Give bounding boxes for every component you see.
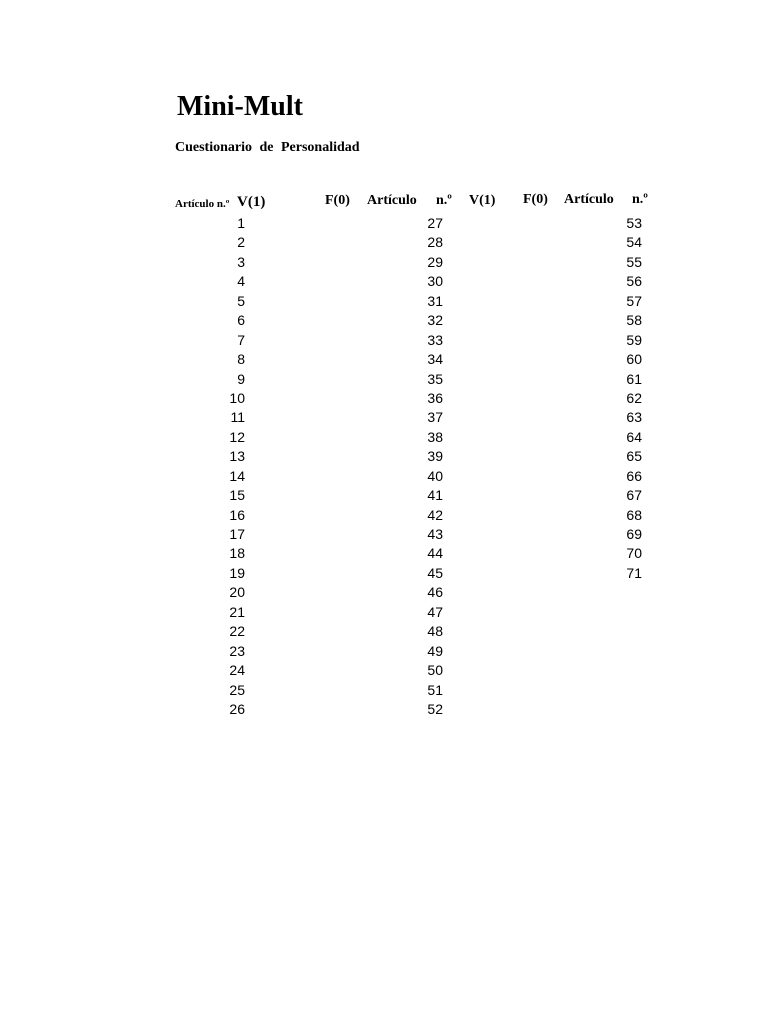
item-number: 51 bbox=[427, 681, 443, 698]
item-number: 59 bbox=[626, 331, 642, 348]
header-articulo-2: Artículo bbox=[367, 193, 417, 208]
item-number: 71 bbox=[626, 564, 642, 581]
item-number: 41 bbox=[427, 487, 443, 504]
item-number: 60 bbox=[626, 351, 642, 368]
item-number: 31 bbox=[427, 292, 443, 309]
item-number: 11 bbox=[230, 409, 245, 426]
item-number: 47 bbox=[427, 603, 443, 620]
item-number: 43 bbox=[427, 526, 443, 542]
item-number: 45 bbox=[427, 564, 443, 581]
header-articulo-3: Artículo bbox=[564, 192, 614, 207]
header-v1-1: V(1) bbox=[237, 194, 266, 210]
item-number: 66 bbox=[626, 467, 642, 484]
item-number: 20 bbox=[229, 584, 245, 601]
item-number: 25 bbox=[229, 681, 245, 698]
header-articulo-1: Artículo n.º bbox=[175, 198, 230, 210]
item-number: 35 bbox=[427, 370, 443, 387]
item-number: 37 bbox=[427, 409, 443, 426]
page-title: Mini-Mult bbox=[177, 91, 303, 122]
item-number: 9 bbox=[237, 370, 245, 387]
item-number-column-2 bbox=[403, 214, 443, 719]
item-number: 64 bbox=[626, 428, 642, 445]
item-number: 4 bbox=[237, 273, 245, 290]
item-number: 69 bbox=[626, 526, 642, 542]
item-number: 39 bbox=[427, 448, 443, 465]
item-number: 34 bbox=[427, 351, 443, 368]
item-number: 40 bbox=[427, 467, 443, 484]
item-number: 1 bbox=[237, 215, 245, 231]
item-number: 32 bbox=[427, 312, 443, 329]
item-number: 15 bbox=[229, 487, 245, 504]
item-number: 33 bbox=[427, 331, 443, 348]
item-number: 26 bbox=[229, 700, 245, 717]
item-number: 12 bbox=[229, 428, 245, 445]
item-number: 8 bbox=[237, 351, 245, 368]
item-number: 23 bbox=[229, 642, 245, 659]
item-number: 62 bbox=[626, 389, 642, 406]
header-v1-2: V(1) bbox=[469, 193, 496, 208]
header-numero-3: n.º bbox=[632, 192, 648, 207]
item-number: 54 bbox=[626, 234, 642, 251]
item-number: 55 bbox=[626, 253, 642, 270]
header-f0-1: F(0) bbox=[325, 193, 350, 208]
item-number: 17 bbox=[229, 526, 245, 542]
item-number: 42 bbox=[427, 506, 443, 523]
page-subtitle: Cuestionario de Personalidad bbox=[175, 140, 360, 155]
item-number: 14 bbox=[229, 467, 245, 484]
item-number: 49 bbox=[427, 642, 443, 659]
item-number: 67 bbox=[626, 487, 642, 504]
item-number: 46 bbox=[427, 584, 443, 601]
item-number: 68 bbox=[626, 506, 642, 523]
item-number: 52 bbox=[427, 700, 443, 717]
item-number: 30 bbox=[427, 273, 443, 290]
item-number: 2 bbox=[237, 234, 245, 251]
item-number: 21 bbox=[229, 603, 245, 620]
header-numero-2: n.º bbox=[436, 193, 452, 208]
item-number: 13 bbox=[229, 448, 245, 465]
item-number: 58 bbox=[626, 312, 642, 329]
item-number: 22 bbox=[229, 623, 245, 640]
header-f0-2: F(0) bbox=[523, 192, 548, 207]
item-number: 3 bbox=[237, 253, 245, 270]
item-number: 16 bbox=[229, 506, 245, 523]
item-number: 70 bbox=[626, 545, 642, 562]
item-number: 65 bbox=[626, 448, 642, 465]
item-number: 63 bbox=[626, 409, 642, 426]
item-number: 50 bbox=[427, 662, 443, 679]
item-number: 27 bbox=[427, 215, 443, 231]
item-number: 38 bbox=[427, 428, 443, 445]
item-number: 18 bbox=[229, 545, 245, 562]
item-number-column-1 bbox=[205, 214, 245, 719]
item-number-column-3 bbox=[602, 214, 642, 583]
item-number: 36 bbox=[427, 389, 443, 406]
item-number: 5 bbox=[237, 292, 245, 309]
item-number: 56 bbox=[626, 273, 642, 290]
item-number: 57 bbox=[626, 292, 642, 309]
item-number: 28 bbox=[427, 234, 443, 251]
item-number: 10 bbox=[229, 389, 245, 406]
item-number: 24 bbox=[229, 662, 245, 679]
item-number: 44 bbox=[427, 545, 443, 562]
item-number: 48 bbox=[427, 623, 443, 640]
item-number: 61 bbox=[626, 370, 642, 387]
item-number: 19 bbox=[229, 564, 245, 581]
item-number: 7 bbox=[237, 331, 245, 348]
item-number: 6 bbox=[237, 312, 245, 329]
item-number: 53 bbox=[626, 215, 642, 231]
item-number: 29 bbox=[427, 253, 443, 270]
